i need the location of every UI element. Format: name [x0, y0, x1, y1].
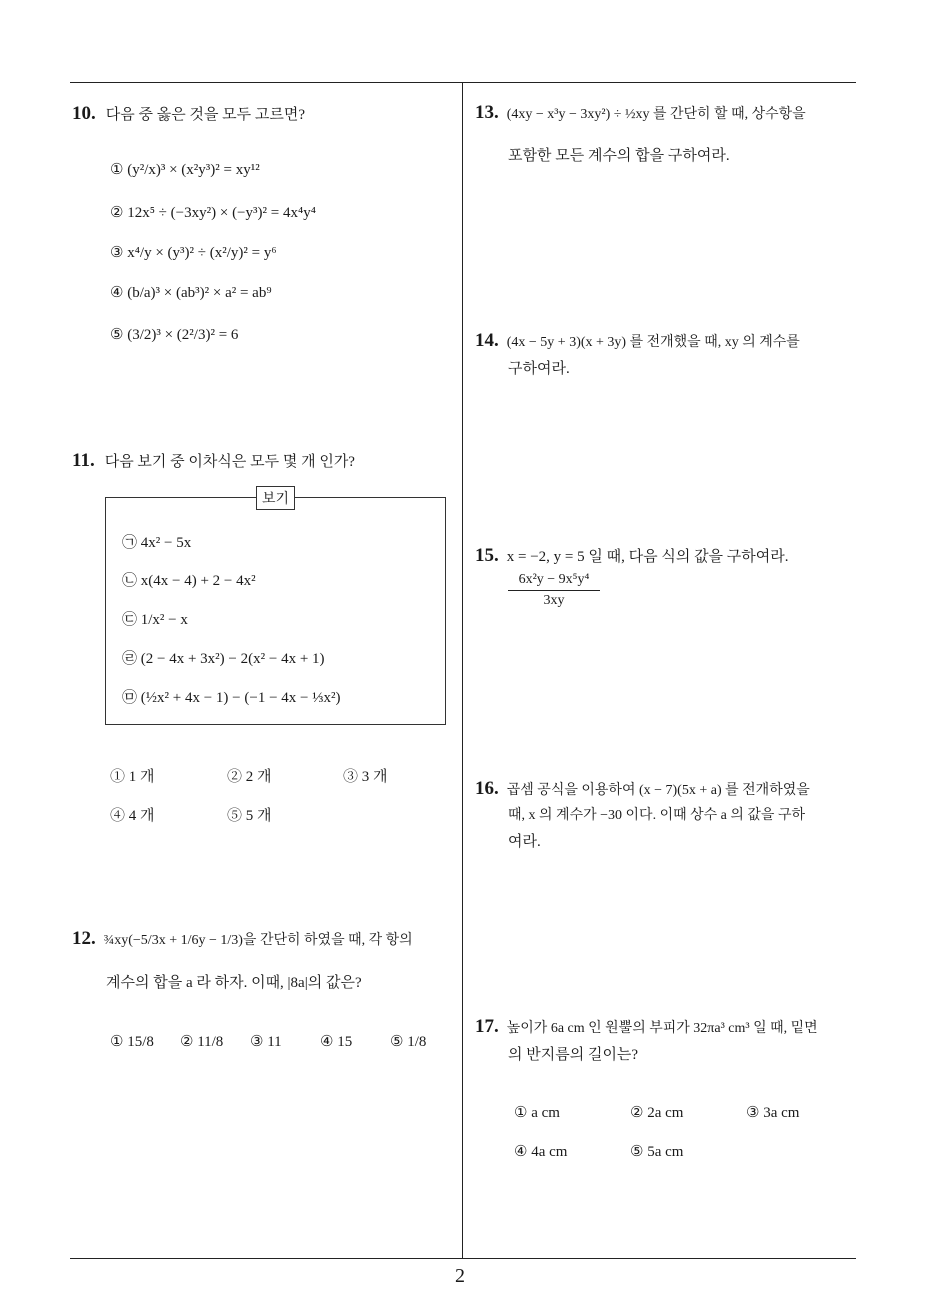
- example-item-5: ㉤ (½x² + 4x − 1) − (−1 − 4x − ⅓x²): [122, 690, 341, 706]
- q10-option-3[interactable]: ③ x⁴/y × (y³)² ÷ (x²/y)² = y⁶: [110, 245, 277, 261]
- question-text-line-2: 계수의 합을 a 라 하자. 이때, |8a|의 값은?: [106, 975, 362, 991]
- q10-option-2[interactable]: ② 12x⁵ ÷ (−3xy²) × (−y³)² = 4x⁴y⁴: [110, 205, 316, 221]
- example-item-3: ㉢ 1/x² − x: [122, 612, 188, 628]
- question-text-line-1: x = −2, y = 5 일 때, 다음 식의 값을 구하여라.: [506, 549, 789, 565]
- question-number: 11.: [72, 450, 95, 471]
- question-15: [475, 544, 860, 570]
- question-text-line-2: 포함한 모든 계수의 합을 구하여라.: [508, 148, 730, 164]
- q17-option-1[interactable]: ① a cm: [514, 1105, 560, 1121]
- question-number: 12.: [72, 928, 96, 949]
- q17-option-5[interactable]: ⑤ 5a cm: [630, 1144, 684, 1160]
- question-number: 15.: [475, 545, 499, 566]
- q12-option-5[interactable]: ⑤ 1/8: [390, 1034, 427, 1050]
- example-item-4: ㉣ (2 − 4x + 3x²) − 2(x² − 4x + 1): [122, 651, 325, 667]
- top-rule: [70, 82, 856, 83]
- example-item-1: ㉠ 4x² − 5x: [122, 535, 192, 551]
- q11-option-4[interactable]: ④ 4 개: [110, 808, 155, 824]
- q10-option-5[interactable]: ⑤ (3/2)³ × (2²/3)² = 6: [110, 327, 239, 343]
- question-number: 10.: [72, 103, 96, 124]
- q17-option-4[interactable]: ④ 4a cm: [514, 1144, 568, 1160]
- q11-option-3[interactable]: ③ 3 개: [343, 769, 388, 785]
- example-item-2: ㉡ x(4x − 4) + 2 − 4x²: [122, 573, 256, 589]
- question-text-line-2: 때, x 의 계수가 −30 이다. 이때 상수 a 의 값을 구하: [508, 808, 805, 823]
- q10-option-4[interactable]: ④ (b/a)³ × (ab³)² × a² = ab⁹: [110, 285, 272, 301]
- question-text-line-1: 높이가 6a cm 인 원뿔의 부피가 32πa³ cm³ 일 때, 밑면: [506, 1021, 818, 1036]
- q11-option-5[interactable]: ⑤ 5 개: [227, 808, 272, 824]
- question-13: [475, 102, 860, 128]
- page-number: 2: [455, 1265, 465, 1287]
- question-text-line-2: 구하여라.: [508, 361, 570, 377]
- question-text: 다음 보기 중 이차식은 모두 몇 개 인가?: [104, 454, 355, 470]
- question-17: [475, 1016, 860, 1042]
- question-text-line-1: 곱셈 공식을 이용하여 (x − 7)(5x + a) 를 전개하였을: [506, 783, 810, 798]
- q11-option-1[interactable]: ① 1 개: [110, 769, 155, 785]
- q12-option-4[interactable]: ④ 15: [320, 1034, 353, 1050]
- q17-option-2[interactable]: ② 2a cm: [630, 1105, 684, 1121]
- question-text: 다음 중 옳은 것을 모두 고르면?: [105, 107, 306, 123]
- question-text-line-1: (4x − 5y + 3)(x + 3y) 를 전개했을 때, xy 의 계수를: [506, 335, 800, 350]
- question-14: [475, 330, 860, 356]
- column-divider: [462, 82, 463, 1259]
- question-10: [72, 102, 452, 128]
- q12-option-1[interactable]: ① 15/8: [110, 1034, 154, 1050]
- question-16: [475, 778, 860, 804]
- fraction-denominator: 3xy: [543, 593, 565, 608]
- question-text-line-1: ¾xy(−5/3x + 1/6y − 1/3)을 간단히 하였을 때, 각 항의: [103, 933, 413, 948]
- question-text-line-3: 여라.: [508, 834, 541, 850]
- example-box-label: 보기: [256, 486, 295, 510]
- fraction-numerator: 6x²y − 9x⁵y⁴: [508, 572, 600, 591]
- q12-option-3[interactable]: ③ 11: [250, 1034, 282, 1050]
- question-number: 13.: [475, 102, 499, 123]
- question-12: [72, 928, 457, 954]
- q17-option-3[interactable]: ③ 3a cm: [746, 1105, 800, 1121]
- question-number: 14.: [475, 330, 499, 351]
- question-number: 16.: [475, 778, 499, 799]
- q11-option-2[interactable]: ② 2 개: [227, 769, 272, 785]
- q12-option-2[interactable]: ② 11/8: [180, 1034, 224, 1050]
- question-text-line-1: (4xy − x³y − 3xy²) ÷ ½xy 를 간단히 할 때, 상수항을: [506, 107, 806, 122]
- q10-option-1[interactable]: ① (y²/x)³ × (x²y³)² = xy¹²: [110, 162, 260, 178]
- bottom-rule: [70, 1258, 856, 1259]
- expression-fraction: [508, 572, 600, 609]
- question-text-line-2: 의 반지름의 길이는?: [508, 1047, 639, 1063]
- question-11: [72, 449, 452, 475]
- question-number: 17.: [475, 1016, 499, 1037]
